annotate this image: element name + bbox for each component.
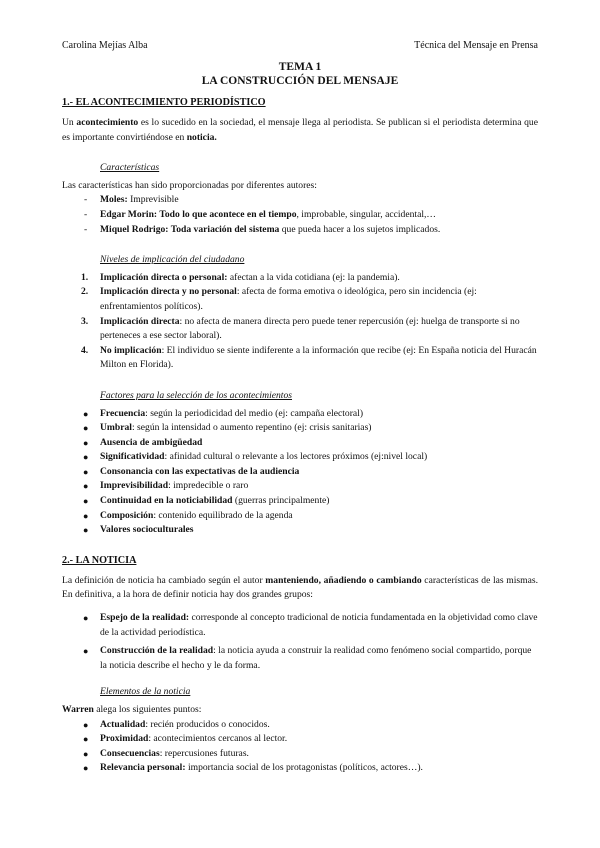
list-item-term: Espejo de la realidad: [100,612,190,624]
niveles-list [62,271,538,373]
list-item-text: que pueda hacer a los sujetos implicados. [279,223,441,235]
list-item [62,732,538,747]
list-item [62,436,538,451]
text-run: Un [62,117,77,128]
section-1-heading: 1.- EL ACONTECIMIENTO PERIODÍSTICO [62,97,266,108]
list-number: 3. [81,315,89,327]
list-item-term: Implicación directa y no personal [100,286,237,298]
list-item [62,344,538,373]
list-item-text: afectan a la vida cotidiana (ej: la pandemia). [227,271,400,283]
list-item-text: : recién producidos o conocidos. [145,718,270,730]
text-run: La definición de noticia ha cambiado según el autor [62,574,266,586]
title-line-1: TEMA 1 [278,61,322,73]
list-number: 2. [81,286,89,298]
list-item-text: : según la periodicidad del medio (ej: campaña electoral) [145,407,364,419]
list-item-text: , improbable, singular, accidental,… [296,208,436,220]
list-item-term: Relevancia personal: [100,762,186,774]
bullet-icon: ● [83,748,89,759]
list-item [62,315,538,344]
list-item-term: Valores socioculturales [100,524,194,536]
list-item-text: : impredecible o raro [168,480,249,492]
list-item-text: : acontecimientos cercanos al lector. [148,733,288,745]
bullet-icon: ● [83,496,89,507]
list-item [62,271,538,286]
header-course: Técnica del Mensaje en Prensa [414,40,538,51]
subtitle-factores: Factores para la selección de los acontecimientos [100,389,293,401]
list-item-term: Construcción de la realidad [100,645,214,657]
bullet-icon: ● [83,525,89,536]
dash-marker: - [84,194,88,206]
list-item-term: Moles: [100,194,128,206]
list-item-term: Consecuencias [100,747,160,759]
bullet-icon: ● [83,734,89,745]
title-line-2: LA CONSTRUCCIÓN DEL MENSAJE [201,75,399,87]
list-item-term: Miquel Rodrigo: Toda variación del sistema [100,223,280,235]
list-item-term: Continuidad en la noticiabilidad [100,495,233,507]
list-item [62,718,538,733]
list-item-text: : El individuo se siente indiferente a la información que recibe (ej: En España noticia del Huracán Milton en Florida). [100,344,537,371]
text-run: características de las mismas. En definitiva, a la hora de definir noticia hay dos grandes grupos: [62,574,538,601]
list-item [62,223,538,238]
noticia-grupos-list [62,611,538,673]
document-body [62,96,538,776]
list-item [62,285,538,314]
list-item-text: Imprevisible [127,194,179,206]
list-item-text: : según la intensidad o aumento repentino (ej: crisis sanitarias) [131,422,372,434]
list-item [62,494,538,509]
list-item-text: : afecta de forma emotiva o ideológica, pero sin incidencia (ej: enfrentamientos políticos). [100,286,477,312]
section-2-intro [62,574,538,603]
elementos-lead-text: alega los siguientes puntos: [93,704,202,715]
factores-list [62,407,538,538]
list-item [62,644,538,673]
document-title [0,60,600,88]
subtitle-elementos: Elementos de la noticia [100,686,191,698]
list-item [62,450,538,465]
list-item-term: Umbral [100,422,132,434]
list-item-text: : contenido equilibrado de la agenda [153,509,293,521]
list-item-text: importancia social de los protagonistas (políticos, actores…). [185,762,423,774]
section-1-intro [62,116,538,145]
bullet-icon: ● [83,613,89,624]
list-item-term: Consonancia con las expectativas de la audiencia [100,465,300,477]
list-item-text: : repercusiones futuras. [159,747,249,759]
elementos-lead-author: Warren [62,704,94,715]
list-item-term: Imprevisibilidad [100,480,169,492]
subtitle-niveles: Niveles de implicación del ciudadano [100,254,245,266]
bullet-icon: ● [83,763,89,774]
text-run: es lo sucedido en la sociedad, el mensaje llega al periodista. Se publican si el periodista determina que es importante convirtiéndose en [62,117,538,143]
bullet-icon: ● [83,437,89,448]
list-item-term: Ausencia de ambigüedad [100,436,203,448]
list-item [62,479,538,494]
list-number: 4. [81,344,89,356]
list-item-text: (guerras principalmente) [232,495,330,507]
list-item-term: Significatividad [100,451,165,463]
list-item-term: Composición [100,509,154,521]
bullet-icon: ● [83,408,89,419]
list-item [62,208,538,223]
list-item-term: Proximidad [100,733,149,745]
bullet-icon: ● [83,646,89,657]
list-item-text: : afinidad cultural o relevante a los lectores próximos (ej:nivel local) [164,451,428,463]
bullet-icon: ● [83,510,89,521]
bold-term: acontecimiento [76,117,139,128]
list-item [62,193,538,208]
section-2-heading: 2.- LA NOTICIA [62,554,137,566]
bullet-icon: ● [83,452,89,463]
list-item [62,421,538,436]
list-item-term: No implicación [100,344,162,356]
list-item [62,523,538,538]
list-item-term: Implicación directa [100,315,180,327]
list-item [62,761,538,776]
list-item-term: Edgar Morin: Todo lo que acontece en el tiempo [100,208,297,220]
list-item [62,509,538,524]
list-item-term: Actualidad [100,718,146,730]
caracteristicas-text: Las características han sido proporcionadas por diferentes autores: [62,179,317,191]
elementos-list [62,718,538,776]
dash-marker: - [84,223,88,235]
bullet-icon: ● [83,466,89,477]
elementos-lead [62,703,538,718]
list-number: 1. [81,271,89,283]
dash-marker: - [84,208,88,220]
bold-term: manteniendo, añadiendo o cambiando [265,574,422,586]
list-item-text: : la noticia ayuda a construir la realidad como fenómeno social compartido, porque la noticia describe el hecho y le da forma. [100,645,532,671]
caracteristicas-list [62,193,538,237]
list-item [62,747,538,762]
subtitle-caracteristicas: Características [100,162,160,174]
list-item [62,465,538,480]
bold-term: noticia. [186,131,217,143]
list-item-term: Frecuencia [100,407,146,419]
bullet-icon: ● [83,481,89,492]
list-item [62,407,538,422]
bullet-icon: ● [83,423,89,434]
list-item-text: : no afecta de manera directa pero puede tener repercusión (ej: huelga de transporte si no perteneces a ese sector laboral). [100,315,520,342]
header-author: Carolina Mejías Alba [62,40,148,51]
list-item-text: corresponde al concepto tradicional de noticia fundamentada en la objetividad como clave de la actividad periodística. [100,612,538,638]
list-item-term: Implicación directa o personal: [100,271,228,283]
list-item [62,611,538,640]
bullet-icon: ● [83,719,89,730]
